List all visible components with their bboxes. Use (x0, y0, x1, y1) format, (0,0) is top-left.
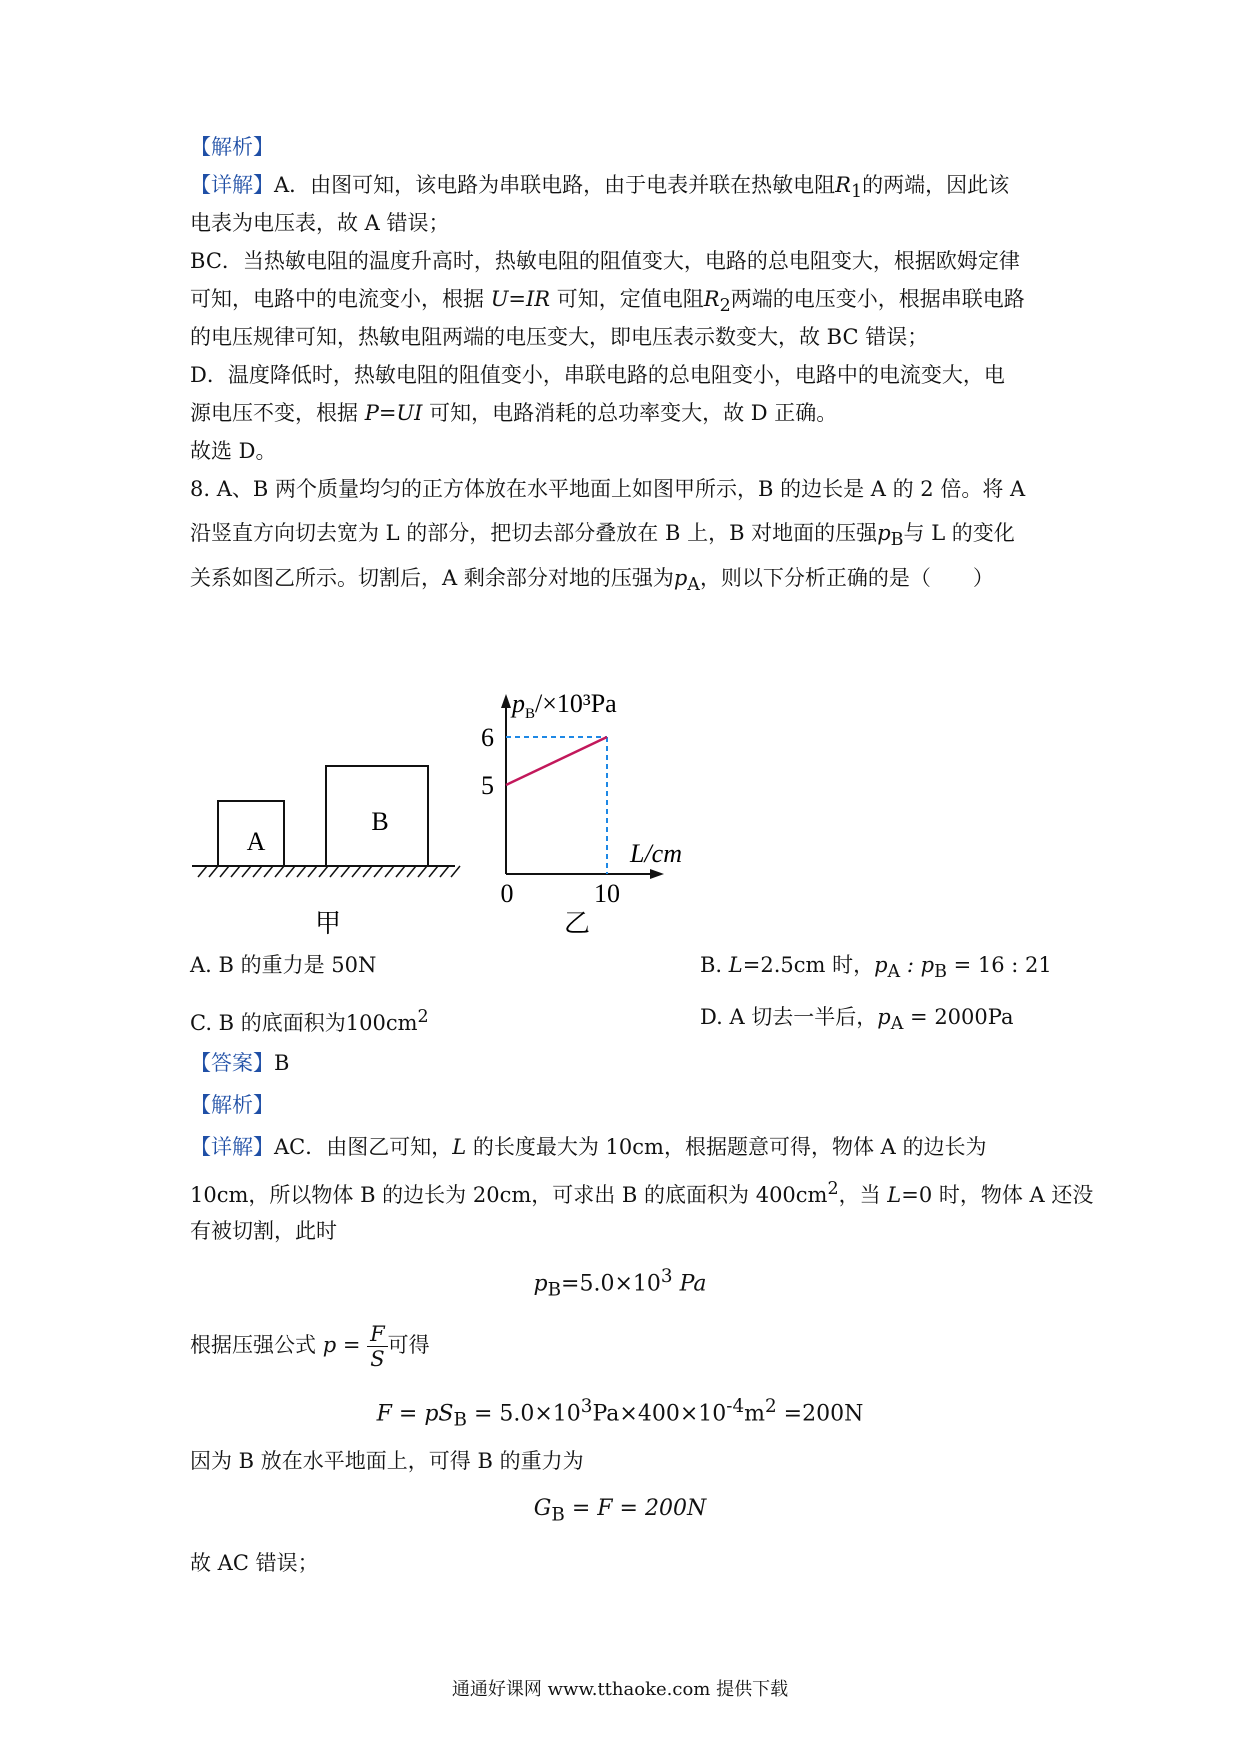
detail-line-4: 可知，电路中的电流变小，根据 U=IR 可知，定值电阻$R_2$两端的电压变小，根据串联电路 (190, 287, 1025, 317)
caption-jia: 甲 (314, 909, 342, 938)
option-d: D. A 切去一半后，$p_A = 2000Pa$ (700, 1005, 1014, 1035)
equation-2: $F = pS_B = 5.0\times 10^3Pa\times 400\times 10^{-4}m^2 =200N$ (376, 1396, 864, 1431)
detail2-line-2: 10cm，所以物体 B 的边长为 20cm，可求出 B 的底面积为 $400cm^2$，当 L=0 时，物体 A 还没 (190, 1179, 1094, 1207)
hatch-mark (209, 866, 218, 877)
guide-lines (506, 737, 607, 874)
equation-3: $G_B = F = 200N$ (533, 1496, 707, 1526)
hatch-mark (385, 866, 394, 877)
detail2-line-1: 【详解】AC．由图乙可知，L 的长度最大为 10cm，根据题意可得，物体 A 的边长为 (190, 1135, 987, 1159)
analysis-heading-1: 【解析】 (190, 135, 274, 159)
hatch-mark (319, 866, 328, 877)
option-c: C. B 的底面积为$100cm^2$ (190, 1007, 429, 1035)
hatch-mark (253, 866, 262, 877)
hatch-mark (198, 866, 207, 877)
hatch-mark (429, 866, 438, 877)
question-line-3: 关系如图乙所示。切割后，A 剩余部分对地的压强为$p_A$，则以下分析正确的是（ ） (190, 566, 994, 596)
hatch-mark (440, 866, 449, 877)
option-b: B. L=2.5cm 时，$p_A$ : $p_B = 16$ : 21 (700, 953, 1052, 983)
hatch-mark (231, 866, 240, 877)
detail2-line-4: 根据压强公式 p = $\frac{F}{S}$ 可得 (190, 1322, 430, 1371)
detail-line-3: BC．当热敏电阻的温度升高时，热敏电阻的阻值变大，电路的总电阻变大，根据欧姆定律 (190, 249, 1020, 273)
hatch-mark (286, 866, 295, 877)
hatch-mark (363, 866, 372, 877)
hatch-mark (407, 866, 416, 877)
hatch-mark (374, 866, 383, 877)
block-a-label: A (246, 827, 266, 856)
detail2-line-3: 有被切割，此时 (190, 1219, 337, 1243)
hatch-mark (242, 866, 251, 877)
hatch-mark (451, 866, 460, 877)
detail-tag-2: 【详解】 (190, 1135, 274, 1159)
hatch-mark (264, 866, 273, 877)
analysis-heading-2: 【解析】 (190, 1093, 274, 1117)
detail-line-7: 源电压不变，根据 P=UI 可知，电路消耗的总功率变大，故 D 正确。 (190, 401, 838, 425)
caption-yi: 乙 (563, 909, 591, 938)
question-line-1: 8. A、B 两个质量均匀的正方体放在水平地面上如图甲所示，B 的边长是 A 的 2 倍。将 A (190, 477, 1026, 501)
answer-line (190, 1048, 289, 1078)
detail2-line-5: 因为 B 放在水平地面上，可得 B 的重力为 (190, 1449, 584, 1473)
detail-line-2: 电表为电压表，故 A 错误； (190, 211, 450, 235)
hatch-mark (352, 866, 361, 877)
hatch-mark (396, 866, 405, 877)
detail-line-1: 【详解】A．由图可知，该电路为串联电路，由于电表并联在热敏电阻$R_1$的两端，因此该 (190, 173, 1010, 203)
answer-value: B (274, 1051, 290, 1075)
origin-label: 0 (500, 879, 514, 908)
question-line-2: 沿竖直方向切去宽为 L 的部分，把切去部分叠放在 B 上，B 对地面的压强$p_B$与 L 的变化 (190, 521, 1015, 551)
fraction: $\frac{F}{S}$ (367, 1322, 388, 1371)
detail-line-5: 的电压规律可知，热敏电阻两端的电压变大，即电压表示数变大，故 BC 错误； (190, 325, 929, 349)
equation-1: $p_B=5.0\times 10^3$ Pa (533, 1266, 707, 1301)
detail2-line-6: 故 AC 错误； (190, 1551, 319, 1575)
hatch-mark (418, 866, 427, 877)
x-axis-label: L/cm (630, 839, 682, 868)
y-axis-label: $p_B/\times 10^3Pa$ (512, 689, 617, 722)
ground-hatch (198, 866, 460, 877)
hatch-mark (330, 866, 339, 877)
hatch-mark (275, 866, 284, 877)
option-a: A. B 的重力是 50N (190, 953, 377, 977)
data-line (506, 737, 607, 785)
hatch-mark (308, 866, 317, 877)
y-tick-5: 5 (481, 771, 494, 800)
footer-watermark: 通通好课网 www.tthaoke.com 提供下载 (451, 1679, 789, 1700)
y-tick-6: 6 (481, 723, 494, 752)
block-b-label: B (371, 807, 389, 836)
x-tick-10: 10 (594, 879, 620, 908)
x-axis-arrow (650, 869, 664, 879)
detail-line-8: 故选 D。 (190, 439, 277, 463)
hatch-mark (297, 866, 306, 877)
detail-tag-1: 【详解】 (190, 173, 274, 197)
answer-tag: 【答案】 (190, 1051, 274, 1075)
detail-line-6: D．温度降低时，热敏电阻的阻值变小，串联电路的总电阻变小，电路中的电流变大，电 (190, 363, 1005, 387)
hatch-mark (341, 866, 350, 877)
hatch-mark (220, 866, 229, 877)
y-axis-arrow (501, 694, 511, 708)
